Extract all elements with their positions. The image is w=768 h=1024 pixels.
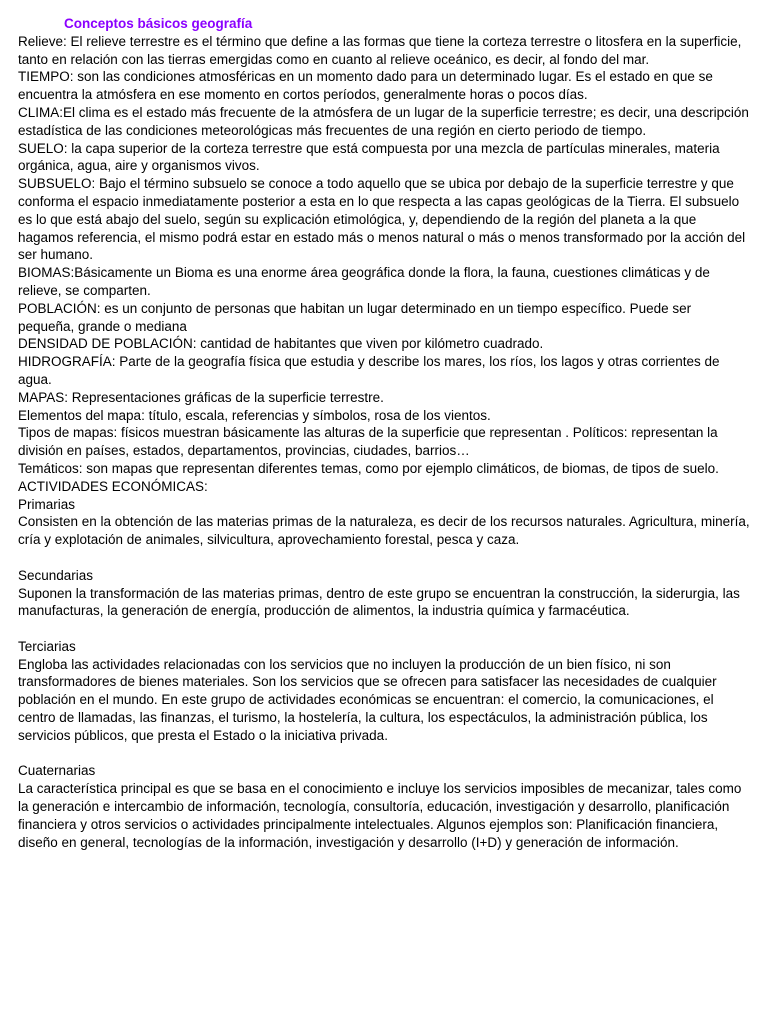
subheading-secundarias: Secundarias xyxy=(18,567,94,583)
subheading-primarias: Primarias xyxy=(18,496,76,512)
definition-biomas: BIOMAS:Básicamente un Bioma es una enorme área geográfica donde la flora, la fauna, cuestiones climáticas y de relieve, se comparten. xyxy=(18,265,710,298)
definition-suelo: SUELO: la capa superior de la corteza terrestre que está compuesta por una mezcla de partículas minerales, materia orgánica, agua, aire y organismos vivos. xyxy=(18,140,720,174)
subheading-cuaternarias: Cuaternarias xyxy=(18,763,96,779)
definition-tiempo: TIEMPO: son las condiciones atmosféricas en un momento dado para un determinado lugar. Es el estado en que se encuentra la atmósfera en ese momento en cortos períodos, generalmente horas o pocos días. xyxy=(18,69,713,103)
definition-subsuelo: SUBSUELO: Bajo el término subsuelo se conoce a todo aquello que se ubica por debajo de la superficie terrestre y que conforma el espacio inmediatamente posterior a esta en lo que respecta a las capas geológicas de la Tierra. El subsuelo es lo que está abajo del suelo, según su explicación etimológica, y, dependiendo de la región del planeta a la que hagamos referencia, el mismo podrá estar en estado más o menos natural o más o menos transformado por la acción del ser humano. xyxy=(18,176,746,263)
map-types: Tipos de mapas: físicos muestran básicamente las alturas de la superficie que representan . Políticos: representan la división en países, estados, departamentos, provincias, ciudades, barrios… xyxy=(18,425,718,459)
text-cuaternarias: La característica principal es que se basa en el conocimiento e incluye los servicios imposibles de mecanizar, tales como la generación e intercambio de información, tecnología, consultoría, educación, investigación y desarrollo, planificación financiera y otros servicios o actividades principalmente intelectuales. Algunos ejemplos son: Planificación financiera, diseño en general, tecnologías de la información, investigación y desarrollo (I+D) y generación de información. xyxy=(18,781,742,850)
definition-hidrografia: HIDROGRAFÍA: Parte de la geografía física que estudia y describe los mares, los ríos, los lagos y otras corrientes de agua. xyxy=(18,354,720,387)
map-elements: Elementos del mapa: título, escala, referencias y símbolos, rosa de los vientos. xyxy=(18,407,491,423)
definition-mapas: MAPAS: Representaciones gráficas de la superficie terrestre. xyxy=(18,389,384,405)
text-terciarias: Engloba las actividades relacionadas con los servicios que no incluyen la producción de un bien físico, ni son transformadores de bienes materiales. Son los servicios que se ofrecen para satisfacer las necesidades de cualquier población en el mundo. En este grupo de actividades económicas se encuentran: el comercio, la comunicaciones, el centro de llamadas, las finanzas, el turismo, la hostelería, la cultura, los espectáculos, la administración pública, los servicios públicos, que presta el Estado o la iniciativa privada. xyxy=(18,656,717,743)
document-title: Conceptos básicos geografía xyxy=(64,16,253,31)
blank-line xyxy=(18,745,750,763)
definition-relieve: Relieve: El relieve terrestre es el término que define a las formas que tiene la corteza terrestre o litosfera en la superficie, tanto en relación con las tierras emergidas como en cuanto al relieve oceánico, es decir, al fondo del mar. xyxy=(18,33,742,67)
definition-clima: CLIMA:El clima es el estado más frecuente de la atmósfera de un lugar de la superficie terrestre; es decir, una descripción estadística de las condiciones meteorológicas más frecuentes de una región en cierto periodo de tiempo. xyxy=(18,104,749,138)
definition-densidad: DENSIDAD DE POBLACIÓN: cantidad de habitantes que viven por kilómetro cuadrado. xyxy=(18,336,544,352)
definition-poblacion: POBLACIÓN: es un conjunto de personas que habitan un lugar determinado en un tiempo específico. Puede ser pequeña, grande o mediana xyxy=(18,300,692,334)
subheading-terciarias: Terciarias xyxy=(18,638,76,654)
text-secundarias: Suponen la transformación de las materias primas, dentro de este grupo se encuentran la construcción, la siderurgia, las manufacturas, la generación de energía, producción de alimentos, la industria química y farmacéutica. xyxy=(18,585,740,619)
section-heading-actividades: ACTIVIDADES ECONÓMICAS: xyxy=(18,478,208,494)
blank-line xyxy=(18,549,750,567)
document-page xyxy=(18,15,750,851)
text-primarias: Consisten en la obtención de las materias primas de la naturaleza, es decir de los recursos naturales. Agricultura, minería, cría y explotación de animales, silvicultura, aprovechamiento forestal, pesca y caza. xyxy=(18,514,750,548)
map-types-tematicos: Temáticos: son mapas que representan diferentes temas, como por ejemplo climáticos, de biomas, de tipos de suelo. xyxy=(18,460,719,476)
blank-line xyxy=(18,620,750,638)
